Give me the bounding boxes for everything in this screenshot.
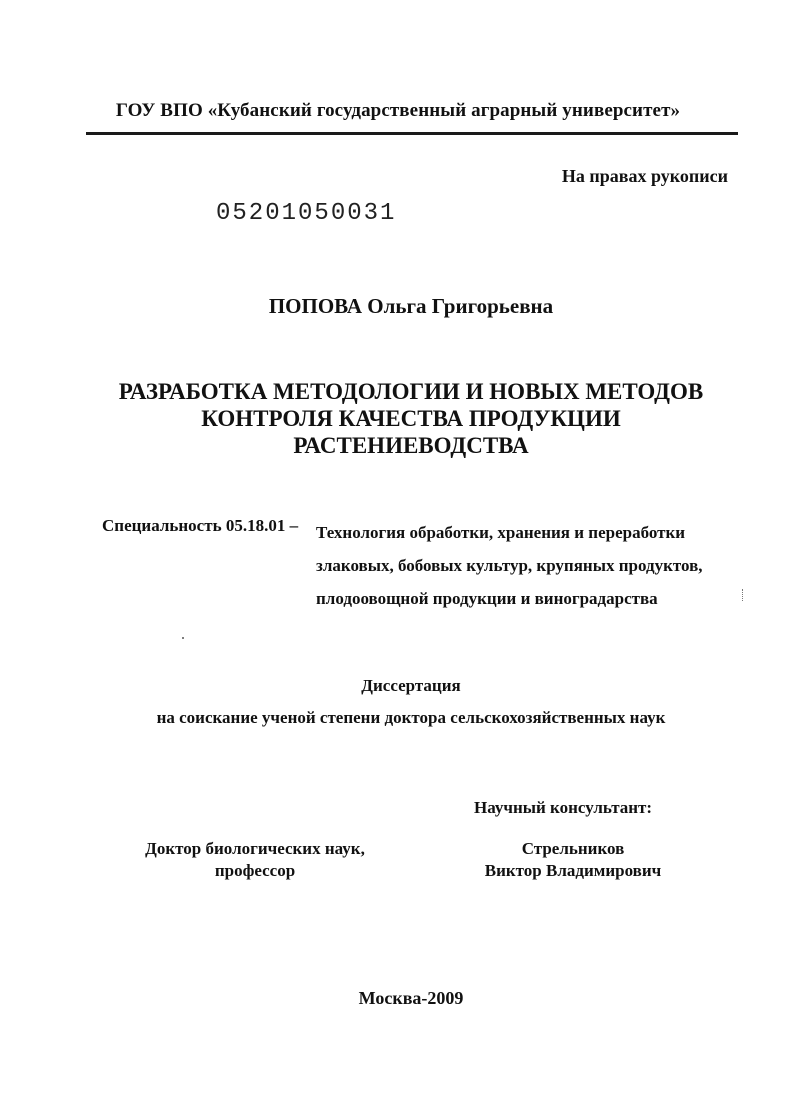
degree-line: профессор — [214, 861, 296, 880]
degree-sought: на соискание ученой степени доктора сельскохозяйственных наук — [156, 708, 666, 727]
registration-number-stamp: 05201050031 — [216, 200, 397, 227]
scan-mark — [742, 589, 744, 601]
consultant-heading: Научный консультант: — [474, 798, 653, 817]
specialty-line: Технология обработки, хранения и переработки — [316, 523, 686, 542]
specialty-label: Специальность 05.18.01 – — [102, 516, 299, 535]
organization-name: ГОУ ВПО «Кубанский государственный аграрный университет» — [115, 100, 681, 121]
specialty-line: злаковых, бобовых культур, крупяных продуктов, — [316, 556, 703, 575]
consultant-name — [460, 838, 686, 882]
title-line: РАЗРАБОТКА МЕТОДОЛОГИИ И НОВЫХ МЕТОДОВ — [118, 379, 704, 404]
author-name: ПОПОВА Ольга Григорьевна — [268, 294, 554, 318]
specialty-line: плодоовощной продукции и виноградарства — [316, 589, 658, 608]
city-year: Москва-2009 — [358, 988, 464, 1008]
consultant-degree — [130, 838, 380, 882]
scan-speck — [182, 637, 184, 639]
degree-line: Доктор биологических наук, — [145, 839, 365, 858]
consultant-given-names: Виктор Владимирович — [484, 861, 662, 880]
manuscript-rights-note: На правах рукописи — [561, 166, 728, 186]
document-type: Диссертация — [361, 676, 461, 695]
consultant-surname: Стрельников — [521, 839, 625, 858]
title-line: РАСТЕНИЕВОДСТВА — [293, 433, 529, 458]
header-divider — [86, 132, 738, 135]
dissertation-title — [0, 378, 796, 459]
title-line: КОНТРОЛЯ КАЧЕСТВА ПРОДУКЦИИ — [201, 406, 621, 431]
specialty-description — [316, 516, 703, 615]
